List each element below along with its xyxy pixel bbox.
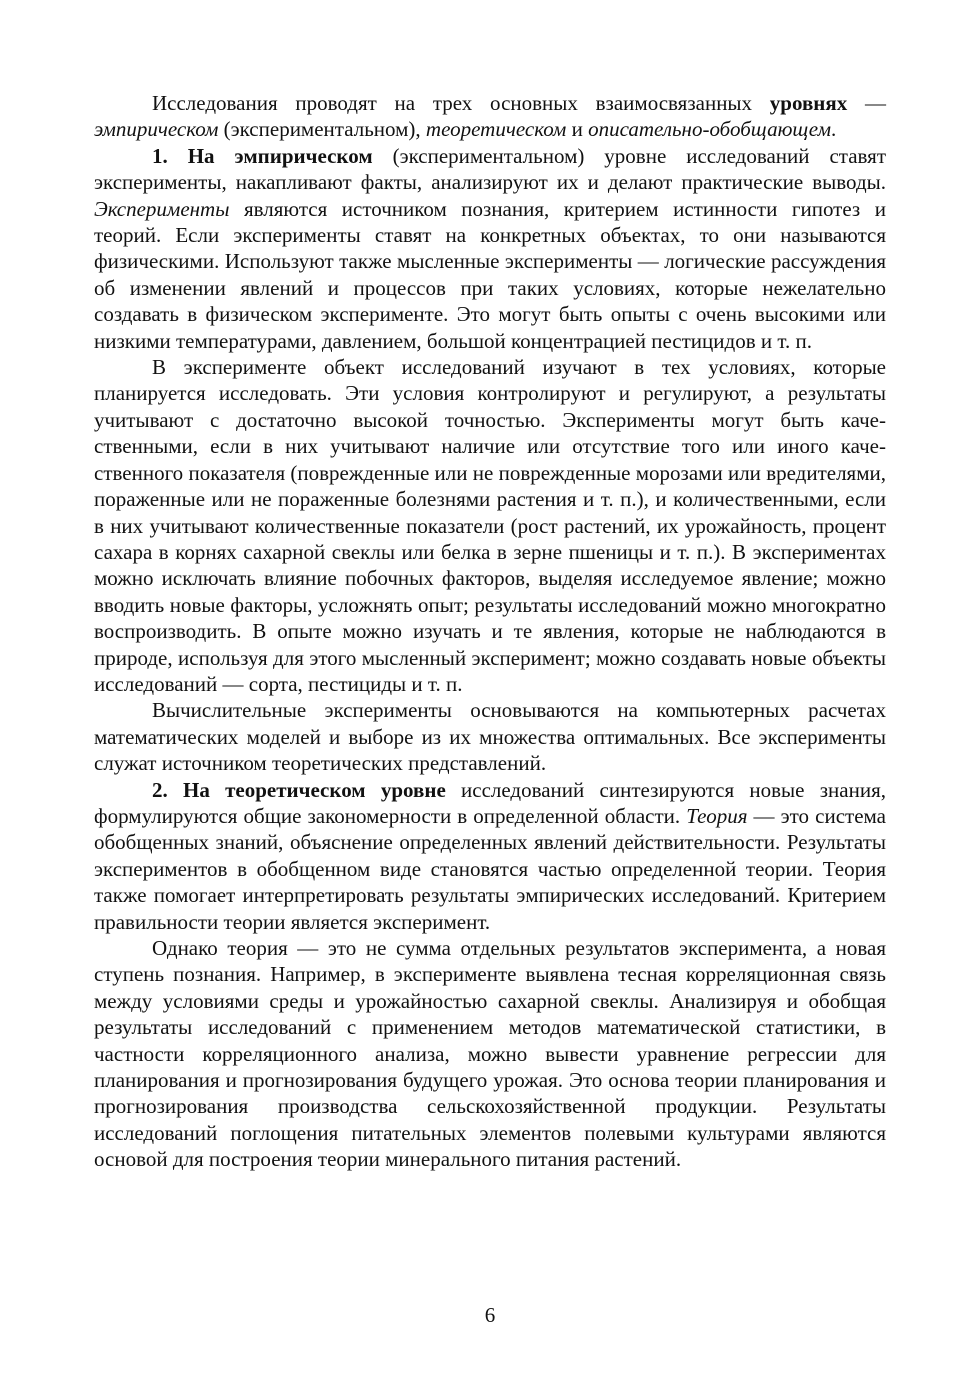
paragraph-levels-intro: [94, 90, 886, 143]
paragraph-computational-experiments: [94, 697, 886, 776]
italic-term: описательно-обобщающем: [588, 117, 832, 142]
paragraph-theoretical-level: [94, 777, 886, 935]
text-run: (экспериментальном) уровне исследований ставят эксперименты, накапливают факты, анализируют их и делают практические выводы.: [94, 143, 886, 195]
text-run: —: [847, 91, 886, 115]
text-run: Исследования проводят на трех основных взаимосвязанных: [152, 91, 770, 115]
italic-term: Эксперименты: [94, 196, 230, 221]
page-number: 6: [484, 1303, 496, 1327]
italic-term: Теория: [686, 803, 748, 828]
italic-term: теоретическом: [425, 117, 567, 142]
text-run: исследований синтезируются новые знания, формулируются общие закономерности в определенной области.: [94, 777, 886, 828]
text-run: Однако теория — это не сумма отдельных результатов эксперимента, а новая ступень познания. Например, в эксперименте выявлена тесная корреляционная связь между условиями среды и урожайностью сахарной свеклы. Анализируя и обобщая результаты исследований с применением методов математической статистики, в частности корреляционного анализа, можно вывести уравнение регрессии для планирования и прогнозирования будущего урожая. Это основа теории планирования и прогнозирования производства сельскохозяйственной продукции. Результаты исследований поглощения питательных элементов полевыми культурами являются основой для построения теории минерального питания растений.: [94, 936, 886, 1172]
paragraph-empirical-level: [94, 143, 886, 354]
text-run: В эксперименте объект исследований изучают в тех условиях, которые планируется исследовать. Эти условия контролируют и регулируют, а результаты учитывают с достаточно высокой точностью. Эксперименты могут быть качественными, если в них учитывают наличие или отсутствие того или иного качественного показателя (поврежденные или не поврежденные морозами или вредителями, пораженные или не пораженные болезнями растения и т. п.), и количественными, если в них учитывают количественные показатели (рост растений, их урожайность, процент сахара в корнях сахарной свеклы или белка в зерне пшеницы и т. п.). В экспериментах можно исключать влияние побочных факторов, выделяя исследуемое явление; можно вводить новые факторы, усложнять опыт; результаты исследований можно многократно воспроизводить. В опыте можно изучать и те явления, которые не наблюдаются в природе, используя для этого мысленный эксперимент; можно создавать новые объекты исследований — сорта, пестициды и т. п.: [94, 355, 886, 696]
text-run: (экспериментальном),: [218, 117, 426, 142]
paragraph-theory-not-sum: [94, 935, 886, 1173]
italic-term: эмпирическом: [94, 117, 219, 142]
paragraph-experiment-conditions: [94, 354, 886, 697]
page-body: [94, 90, 886, 1173]
text-run: .: [831, 117, 837, 142]
text-run: Вычислительные эксперименты основываются на компьютерных расчетах математических моделей и выборе из их множества оптимальных. Все эксперименты служат источником теоретических представлений.: [94, 698, 886, 776]
bold-term: уровнях: [769, 91, 848, 115]
section-heading-empirical: 1. На эмпирическом: [152, 143, 373, 168]
section-heading-theoretical: 2. На теоретическом уровне: [152, 777, 446, 802]
text-run: являются источником познания, критерием истинности гипотез и теорий. Если эксперименты ставят на конкретных объектах, то они называются физическими. Используют также мысленные эксперименты — логические рассуждения об изменении явлений и процессов при таких условиях, которые нежелательно создавать в физическом эксперименте. Это могут быть опыты с очень высокими или низкими температурами, давлением, большой концентрацией пестицидов и т. п.: [94, 196, 886, 353]
text-run: — это система обобщенных знаний, объяснение определенных явлений действительности. Результаты экспериментов в обобщенном виде становятся частью определенной теории. Теория также помогает интерпретировать результаты эмпирических исследований. Критерием правильности теории является эксперимент.: [94, 803, 886, 934]
text-run: и: [566, 117, 589, 142]
